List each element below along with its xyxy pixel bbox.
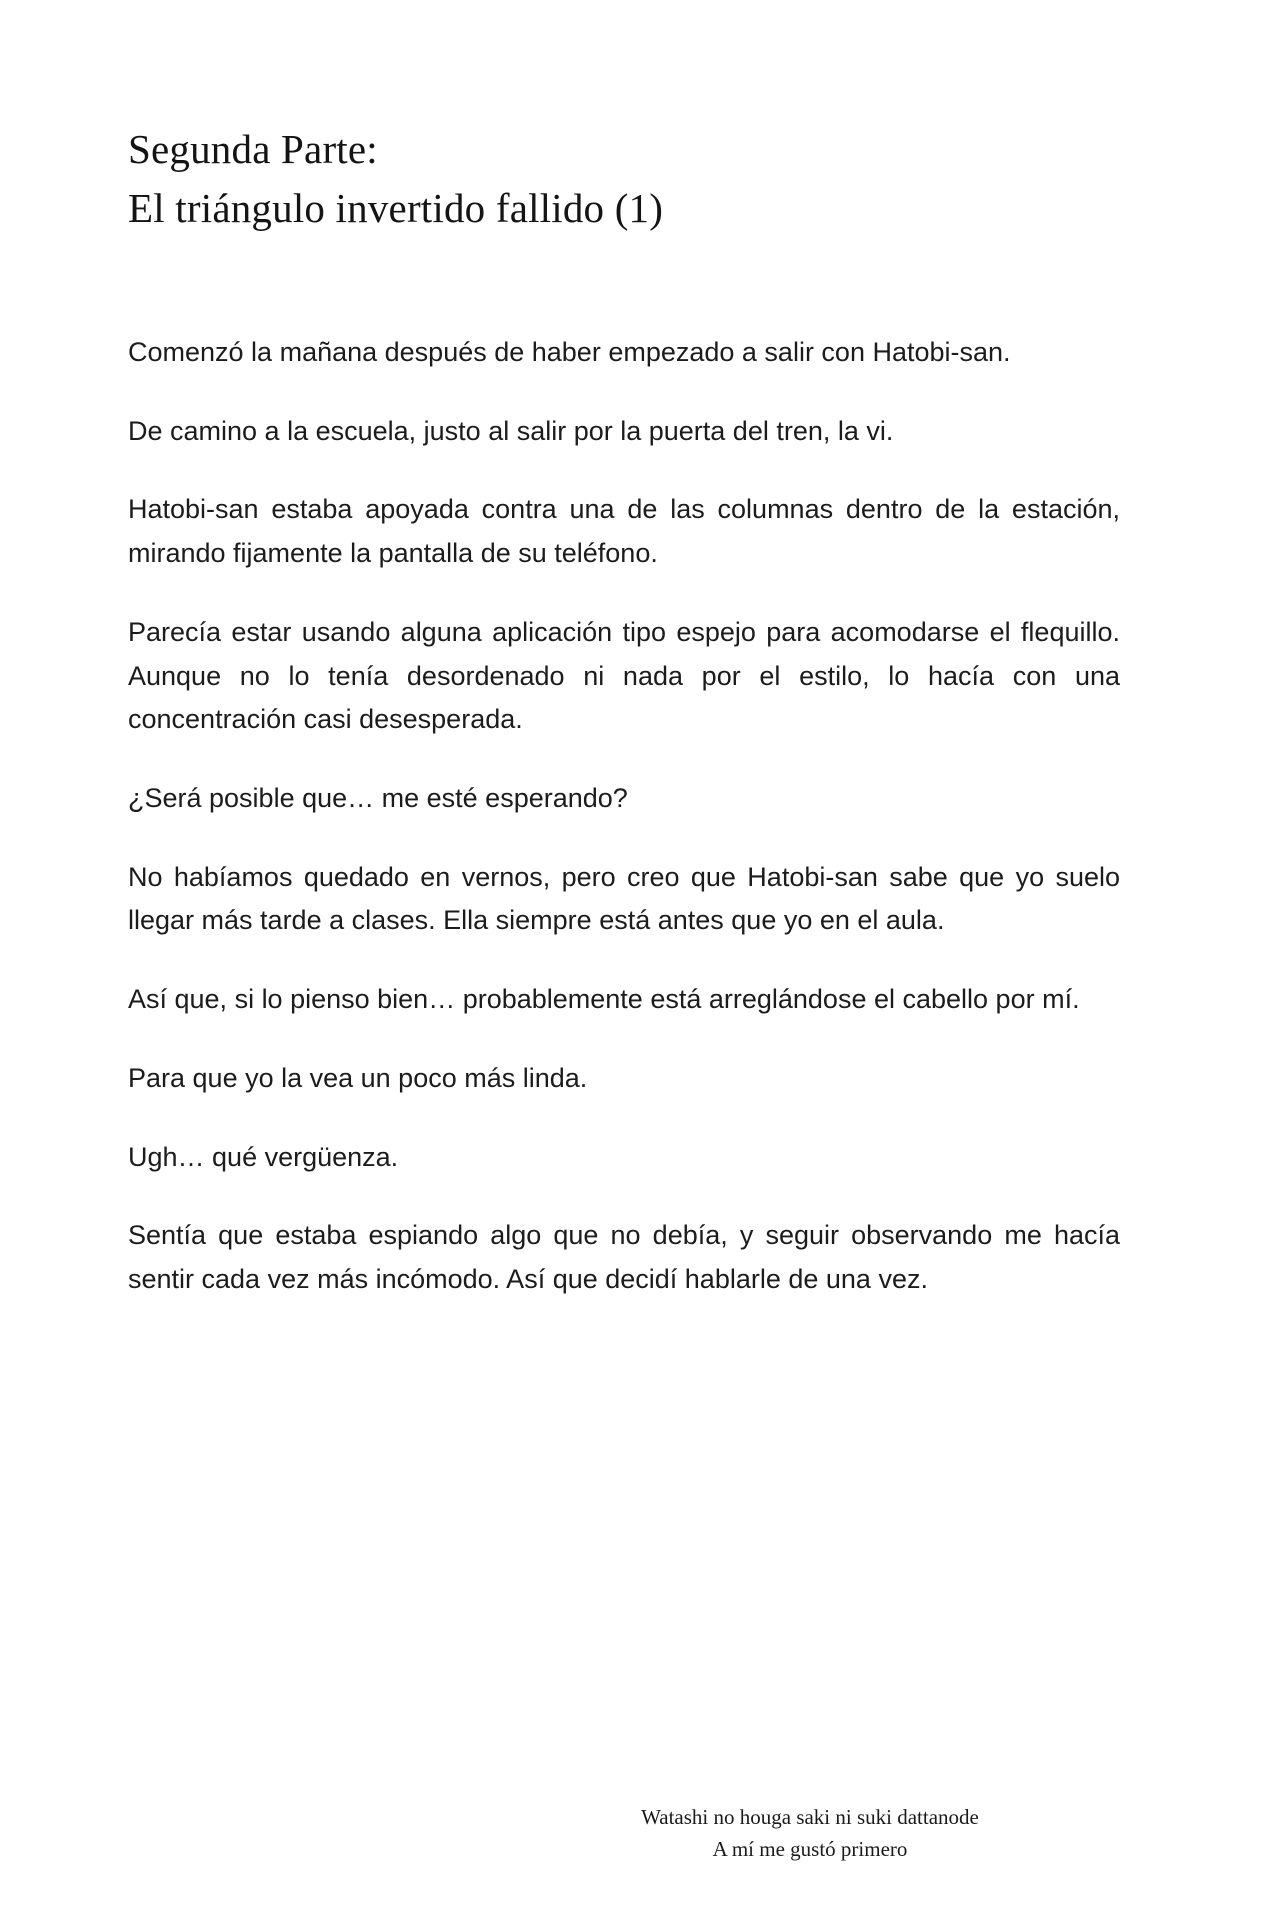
paragraph: Ugh… qué vergüenza. <box>128 1141 399 1172</box>
body-text <box>128 331 1120 1302</box>
footer-title-translated: A mí me gustó primero <box>712 1837 908 1862</box>
paragraph: No habíamos quedado en vernos, pero creo que Hatobi-san sabe que yo suelo llegar más tarde a clases. Ella siempre está antes que yo en el aula. <box>128 861 1120 936</box>
page-title <box>128 120 1120 239</box>
footer-title-original: Watashi no houga saki ni suki dattanode <box>641 1804 979 1829</box>
page-title-line-1: Segunda Parte: <box>128 126 378 172</box>
paragraph: Sentía que estaba espiando algo que no debía, y seguir observando me hacía sentir cada vez más incómodo. Así que decidí hablarle de una vez. <box>128 1220 1120 1295</box>
page-title-line-2: El triángulo invertido fallido (1) <box>128 185 664 232</box>
paragraph: Para que yo la vea un poco más linda. <box>128 1062 588 1093</box>
paragraph: Hatobi-san estaba apoyada contra una de las columnas dentro de la estación, mirando fijamente la pantalla de su teléfono. <box>128 494 1120 569</box>
paragraph: Comenzó la mañana después de haber empezado a salir con Hatobi-san. <box>128 336 1011 367</box>
page-footer <box>500 1801 1120 1866</box>
paragraph: De camino a la escuela, justo al salir por la puerta del tren, la vi. <box>128 415 894 446</box>
paragraph: Parecía estar usando alguna aplicación tipo espejo para acomodarse el flequillo. Aunque no lo tenía desordenado ni nada por el estilo, lo hacía con una concentración casi desesperada. <box>128 616 1120 735</box>
paragraph: Así que, si lo pienso bien… probablemente está arreglándose el cabello por mí. <box>128 984 1080 1015</box>
paragraph: ¿Será posible que… me esté esperando? <box>128 783 628 814</box>
